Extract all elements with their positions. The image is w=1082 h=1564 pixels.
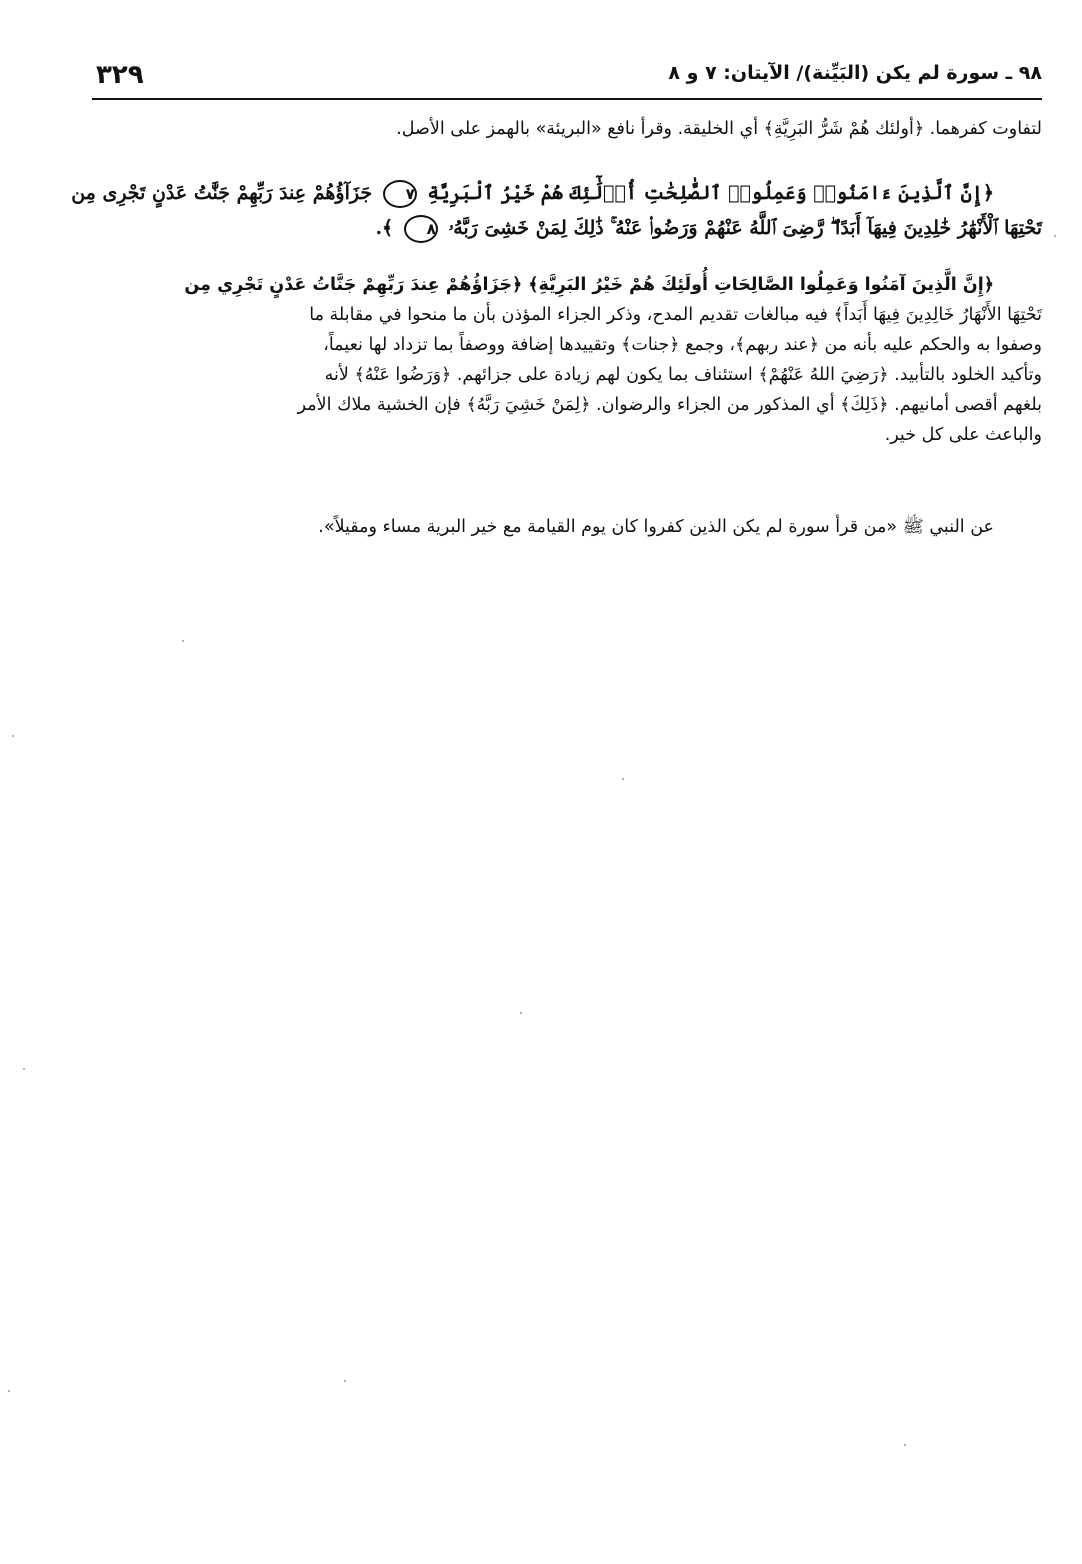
ayah-text: ﴿إِنَّ ٱلَّذِينَ ءَامَنُوا۟ وَعَمِلُوا۟ ٱلصَّٰلِحَٰتِ أُو۟لَٰٓئِكَ هُمْ خَيْرُ ٱلْبَرِيَّةِ [427, 182, 994, 204]
ayah-number-marker: ٧ [383, 180, 417, 208]
text-line: تَحْتِهَا الأَنْهَارُ خَالِدِينَ فِيهَا أَبَداً﴾ فيه مبالغات تقديم المدح، وذكر الجزاء المؤذن بأن ما منحوا في مقابلة ما [309, 305, 1042, 325]
text-line: لتفاوت كفرهما. ﴿أولئك هُمْ شَرُّ البَرِيَّةِ﴾ أي الخليقة. وقرأ نافع «البريئة» بالهمز على الأصل. [396, 119, 1042, 139]
text-line: بلغهم أقصى أمانيهم. ﴿ذَلِكَ﴾ أي المذكور من الجزاء والرضوان. ﴿لِمَنْ خَشِيَ رَبَّهُ﴾ فإن الخشية ملاك الأمر [297, 395, 1042, 415]
page-number: ٣٢٩ [96, 60, 144, 90]
paragraph-1 [92, 114, 1042, 144]
text-line: عن النبي ﷺ «من قرأ سورة لم يكن الذين كفروا كان يوم القيامة مع خير البرية مساء ومقيلاً». [318, 517, 994, 537]
text-line: والباعث على كل خير. [884, 425, 1042, 445]
text-line: ﴿إِنَّ الَّذِينَ آمَنُوا وَعَمِلُوا الصَّالِحَاتِ أُولَئِكَ هُمْ خَيْرُ البَرِيَّةِ﴾ ﴿جَزَاؤُهُمْ عِندَ رَبِّهِمْ جَنَّاتُ عَدْنٍ تَجْرِي مِن [184, 275, 994, 295]
paragraph-3 [92, 270, 1042, 450]
running-head: ٩٨ ـ سورة لم يكن (البَيِّنة)/ الآيتان: ٧ و ٨ [668, 62, 1042, 84]
ayah-text: ﴾. [375, 217, 394, 239]
quran-ayah-block [71, 176, 1042, 246]
header-divider [92, 98, 1042, 100]
ayah-text: جَزَآؤُهُمْ عِندَ رَبِّهِمْ جَنَّٰتُ عَدْنٍ تَجْرِى مِن [71, 182, 373, 204]
ayah-line-1 [71, 176, 1042, 211]
ayah-line-2 [92, 211, 1042, 246]
page-header [92, 56, 1042, 96]
ayah-number-marker: ٨ [404, 215, 438, 243]
paragraph-4 [92, 512, 1042, 542]
ayah-text: تَحْتِهَا ٱلْأَنْهَٰرُ خَٰلِدِينَ فِيهَآ أَبَدًا ۖ رَّضِىَ ٱللَّهُ عَنْهُمْ وَرَضُوا۟ عَنْهُ ۚ ذَٰلِكَ لِمَنْ خَشِىَ رَبَّهُۥ [448, 217, 1042, 239]
text-line: وصفوا به والحكم عليه بأنه من ﴿عند ربهم﴾، وجمع ﴿جنات﴾ وتقييدها إضافة ووصفاً بما تزداد لها نعيماً، [323, 335, 1042, 355]
text-line: وتأكيد الخلود بالتأبيد. ﴿رَضِيَ اللهُ عَنْهُمْ﴾ استئناف بما يكون لهم زيادة على جزائهم. ﴿وَرَضُوا عَنْهُ﴾ لأنه [324, 365, 1042, 385]
